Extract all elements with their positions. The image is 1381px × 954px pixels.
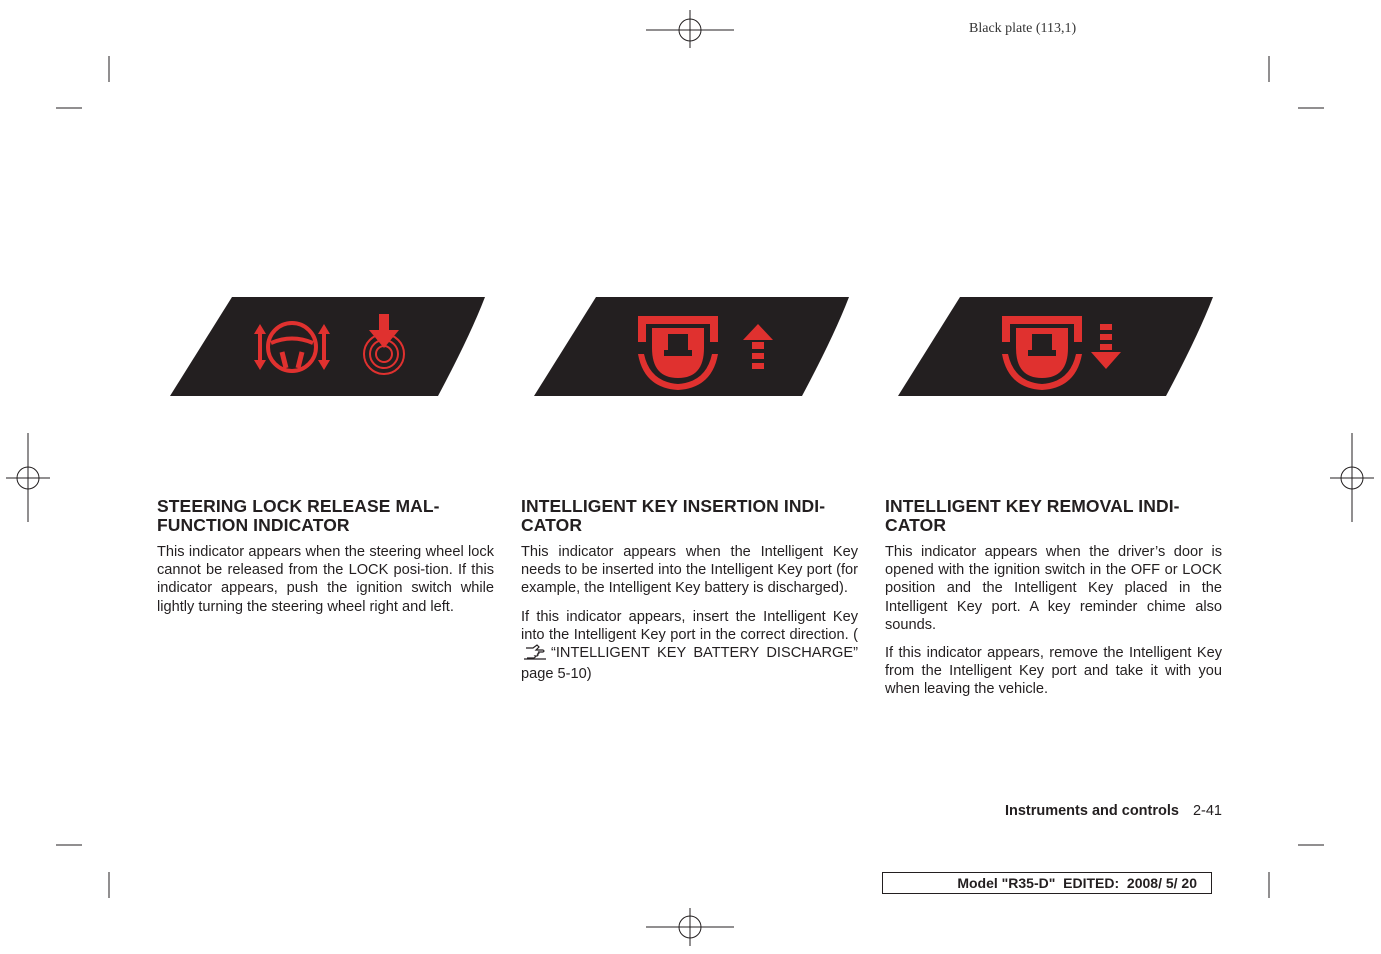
paragraph: This indicator appears when the steering wheel lock cannot be released from the LOCK posi-tion. If this indicator appears, push the ignition switch while lightly turning the steering wheel right and left. <box>157 544 494 615</box>
indicator-panel-key-removal <box>898 296 1214 397</box>
reference-link[interactable]: “INTELLIGENT KEY BATTERY DISCHARGE” page 5-10) <box>521 645 858 683</box>
section-key-insertion <box>521 497 858 693</box>
section-title-text: INTELLIGENT KEY REMOVAL INDI- CATOR <box>885 496 1180 535</box>
paragraph: This indicator appears when the Intelligent Key needs to be inserted into the Intelligent Key port (for example, the Intelligent Key battery is discharged). <box>521 544 858 597</box>
section-key-removal <box>885 497 1222 709</box>
section-title-text: INTELLIGENT KEY INSERTION INDI- CATOR <box>521 496 826 535</box>
paragraph-text: If this indicator appears, insert the Intelligent Key into the Intelligent Key port in the correct direction. ( <box>521 608 858 643</box>
indicator-panel-key-insertion <box>534 296 850 397</box>
indicator-panel-steering-lock <box>170 296 486 397</box>
section-steering-lock <box>157 497 494 626</box>
section-title <box>157 497 494 535</box>
model-edited-box: Model "R35-D" EDITED: 2008/ 5/ 20 <box>882 872 1212 894</box>
section-title <box>885 497 1222 535</box>
page-number: 2-41 <box>1192 803 1222 819</box>
page-reference-icon <box>523 644 549 665</box>
paragraph-with-reference <box>521 608 858 684</box>
section-name: Instruments and controls <box>1004 803 1179 819</box>
page-footer <box>1005 803 1222 819</box>
section-title <box>521 497 858 535</box>
paragraph: If this indicator appears, remove the Intelligent Key from the Intelligent Key port and take it with you when leaving the vehicle. <box>885 645 1222 698</box>
section-title-text: STEERING LOCK RELEASE MAL- FUNCTION INDICATOR <box>157 496 440 535</box>
plate-label: Black plate (113,1) <box>969 21 1077 36</box>
paragraph: This indicator appears when the driver’s door is opened with the ignition switch in the OFF or LOCK position and the Intelligent Key placed in the Intelligent Key port. A key reminder chime also sounds. <box>885 544 1222 633</box>
